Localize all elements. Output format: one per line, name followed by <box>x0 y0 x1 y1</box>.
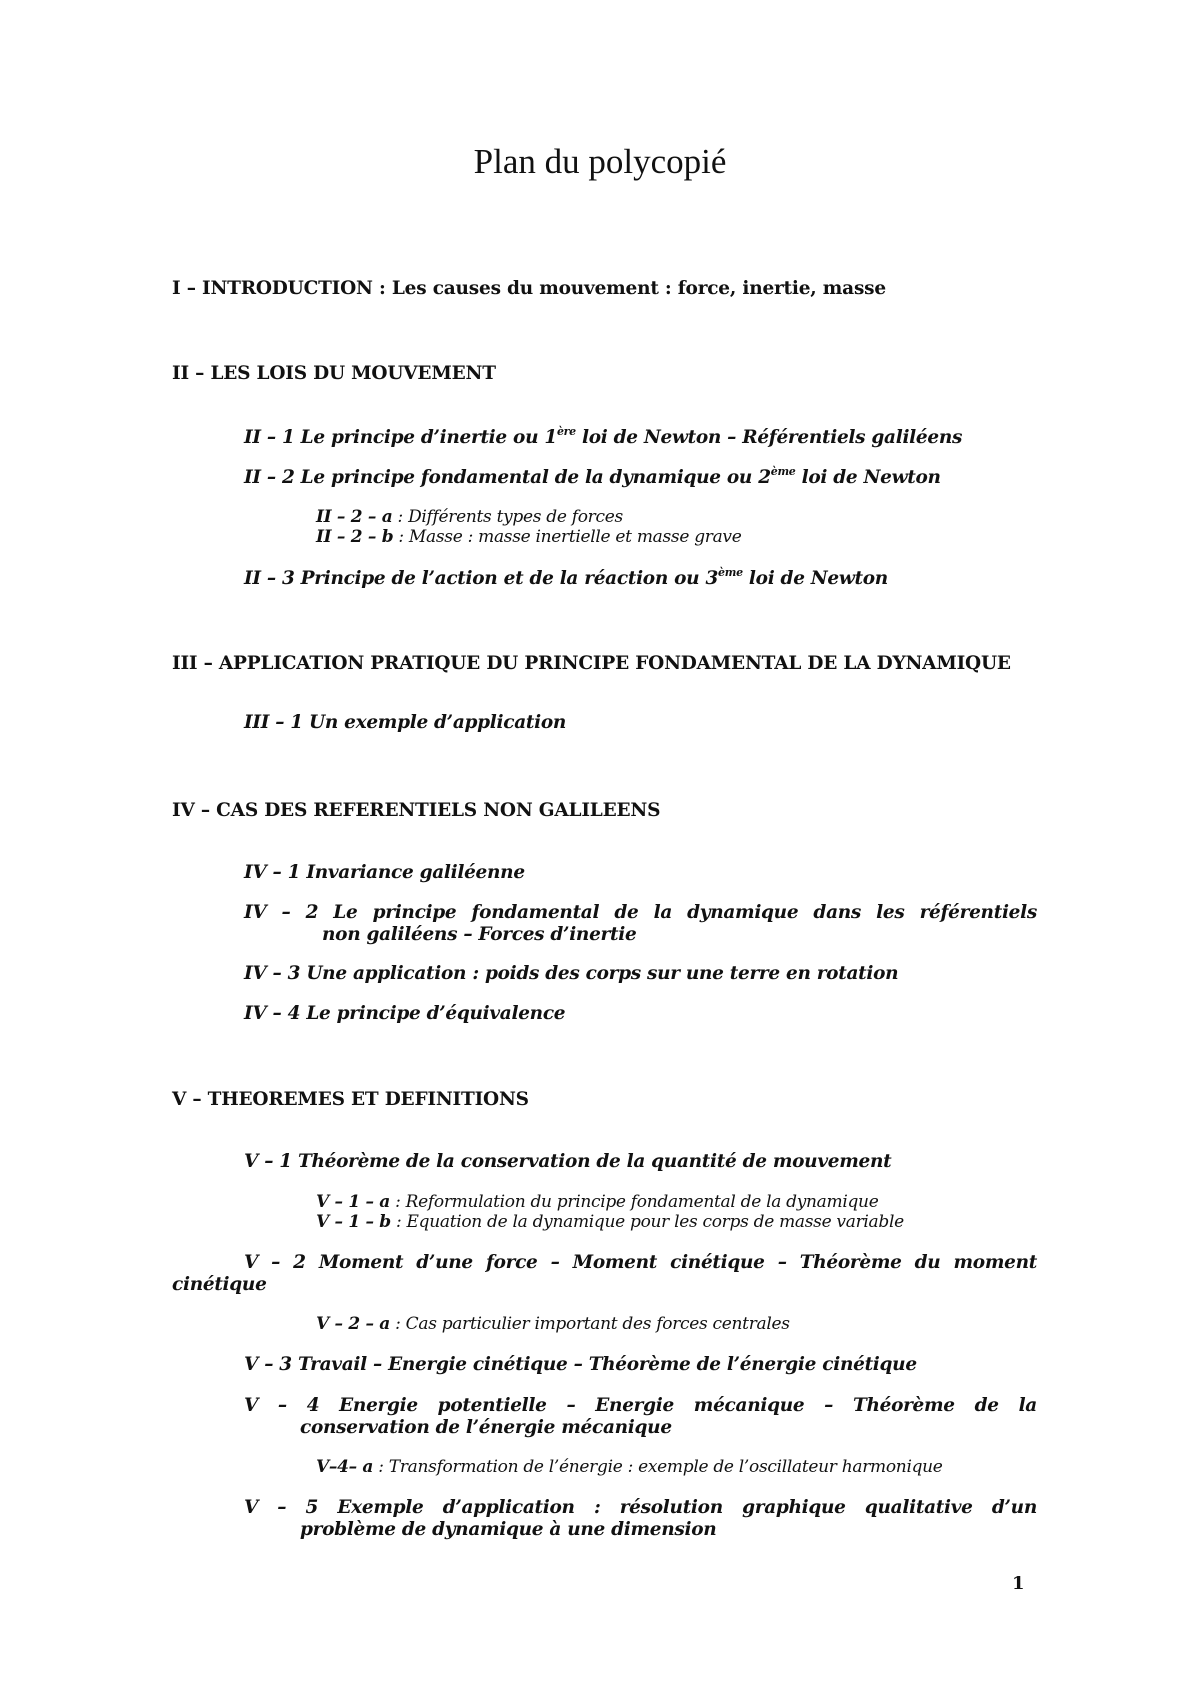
item-5-1-b <box>316 1212 904 1232</box>
subsection-2-1-text-end: loi de Newton – Référentiels galiléens <box>575 427 963 448</box>
subsection-2-3-text-end: loi de Newton <box>742 568 888 589</box>
item-2-2-a-label: II – 2 – a <box>316 507 393 527</box>
item-5-1-b-label: V – 1 – b <box>316 1212 391 1232</box>
subsection-4-3: IV – 3 Une application : poids des corps sur une terre en rotation <box>244 963 899 984</box>
item-2-2-b-text: : Masse : masse inertielle et masse grave <box>393 527 742 547</box>
subsection-3-1: III – 1 Un exemple d’application <box>244 712 567 733</box>
subsection-4-2-continued: non galiléens – Forces d’inertie <box>322 924 637 945</box>
item-2-2-b-label: II – 2 – b <box>316 527 394 547</box>
section-4-heading: IV – CAS DES REFERENTIELS NON GALILEENS <box>172 800 661 821</box>
item-2-2-a-text: : Différents types de forces <box>392 507 623 527</box>
item-5-1-a-label: V – 1 – a <box>316 1192 391 1212</box>
page-title: Plan du polycopié <box>473 142 727 181</box>
item-5-1-a <box>316 1192 878 1212</box>
subsection-5-4-continued: conservation de l’énergie mécanique <box>300 1417 672 1438</box>
subsection-2-1 <box>244 427 962 448</box>
subsection-4-1: IV – 1 Invariance galiléenne <box>244 862 525 883</box>
section-3-heading: III – APPLICATION PRATIQUE DU PRINCIPE FONDAMENTAL DE LA DYNAMIQUE <box>172 653 1011 674</box>
subsection-5-2-continued: cinétique <box>172 1274 267 1295</box>
item-2-2-b <box>316 527 742 547</box>
subsection-2-2-text: II – 2 Le principe fondamental de la dynamique ou 2 <box>244 467 771 488</box>
item-5-4-a-text: : Transformation de l’énergie : exemple de l’oscillateur harmonique <box>373 1457 943 1477</box>
superscript: ème <box>770 465 796 478</box>
superscript: ère <box>556 425 576 438</box>
item-5-2-a-text: : Cas particulier important des forces centrales <box>390 1314 790 1334</box>
subsection-4-2: IV – 2 Le principe fondamental de la dynamique dans les référentiels <box>244 902 1037 923</box>
subsection-2-2-text-end: loi de Newton <box>795 467 941 488</box>
subsection-5-5: V – 5 Exemple d’application : résolution graphique qualitative d’un <box>244 1497 1037 1518</box>
item-5-4-a-label: V–4– a <box>316 1457 374 1477</box>
section-5-heading: V – THEOREMES ET DEFINITIONS <box>172 1089 529 1110</box>
superscript: ème <box>718 566 743 579</box>
subsection-2-2 <box>244 467 941 488</box>
item-2-2-a <box>316 507 623 527</box>
subsection-2-3-text: II – 3 Principe de l’action et de la réaction ou 3 <box>244 568 719 589</box>
subsection-5-1: V – 1 Théorème de la conservation de la quantité de mouvement <box>244 1151 892 1172</box>
item-5-2-a-label: V – 2 – a <box>316 1314 391 1334</box>
subsection-2-3 <box>244 568 888 589</box>
subsection-5-4: V – 4 Energie potentielle – Energie mécanique – Théorème de la <box>244 1395 1037 1416</box>
section-2-heading: II – LES LOIS DU MOUVEMENT <box>172 363 496 384</box>
item-5-1-a-text: : Reformulation du principe fondamental de la dynamique <box>390 1192 879 1212</box>
page-number: 1 <box>1012 1573 1025 1594</box>
subsection-2-1-text: II – 1 Le principe d’inertie ou 1 <box>244 427 557 448</box>
section-1-heading: I – INTRODUCTION : Les causes du mouvement : force, inertie, masse <box>172 278 886 299</box>
item-5-2-a <box>316 1314 790 1334</box>
subsection-5-2: V – 2 Moment d’une force – Moment cinétique – Théorème du moment <box>244 1252 1037 1273</box>
item-5-4-a <box>316 1457 943 1477</box>
subsection-5-5-continued: problème de dynamique à une dimension <box>300 1519 717 1540</box>
subsection-4-4: IV – 4 Le principe d’équivalence <box>244 1003 566 1024</box>
subsection-5-3: V – 3 Travail – Energie cinétique – Théorème de l’énergie cinétique <box>244 1354 917 1375</box>
item-5-1-b-text: : Equation de la dynamique pour les corps de masse variable <box>390 1212 904 1232</box>
